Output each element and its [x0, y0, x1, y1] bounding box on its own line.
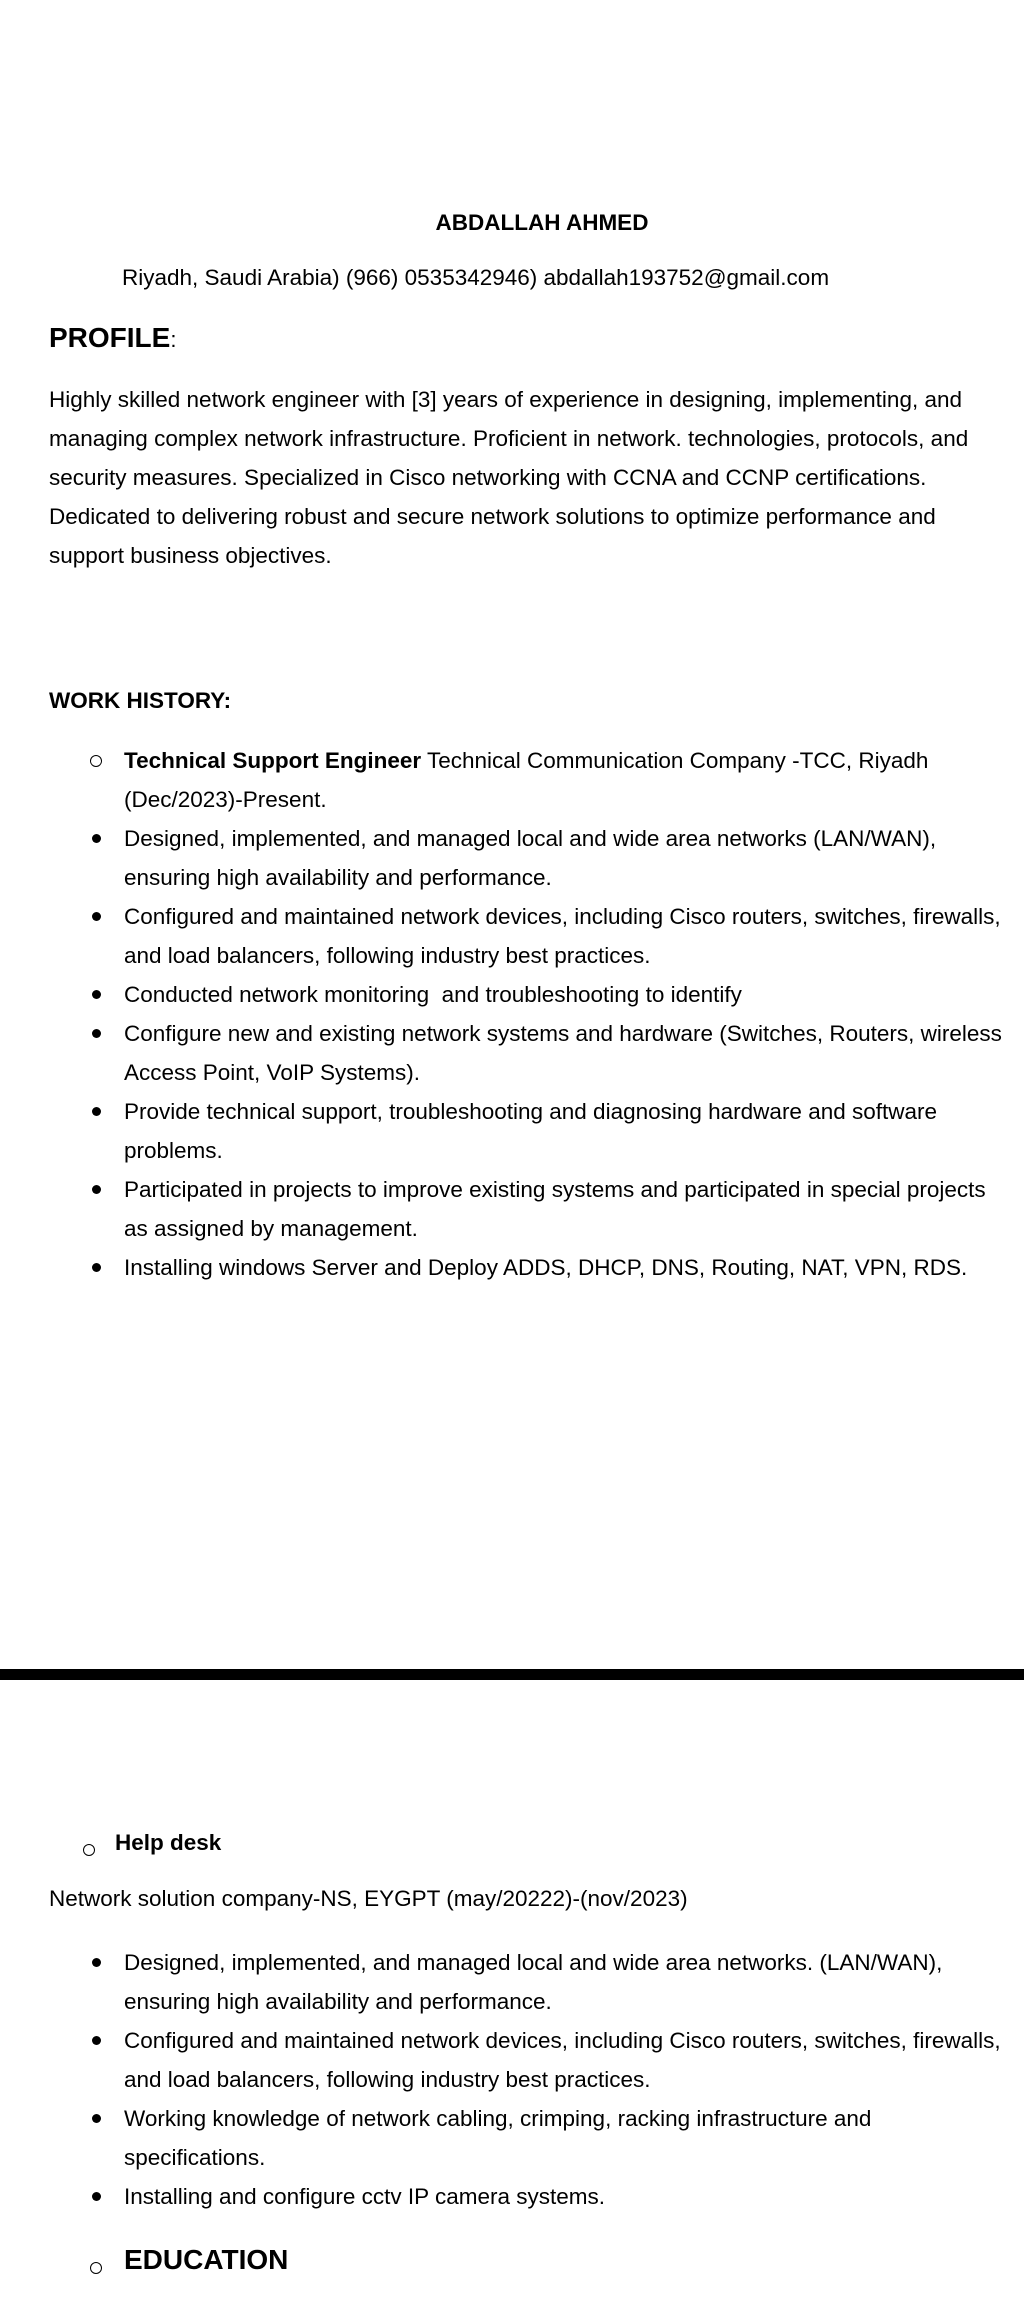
- profile-summary: Highly skilled network engineer with [3] years of experience in designing, implementing, and managing complex network infrastructure. Proficient in network. technologies, protocols, and security measures. Specialized in Cisco networking with CCNA and CCNP certifications. Dedicated to delivering robust and secure network solutions to optimize performance and support business objectives.: [49, 387, 969, 568]
- list-item-text: Provide technical support, troubleshooting and diagnosing hardware and software problems.: [124, 1099, 938, 1163]
- list-item: [124, 1248, 1004, 1287]
- list-item-text: Working knowledge of network cabling, crimping, racking infrastructure and specifications.: [124, 2106, 872, 2170]
- profile-heading: [49, 322, 176, 354]
- education-heading: [124, 2244, 288, 2276]
- bullet-icon: [92, 2036, 101, 2045]
- list-item-text: Designed, implemented, and managed local and wide area networks (LAN/WAN), ensuring high availability and performance.: [124, 826, 937, 890]
- list-item-text: Designed, implemented, and managed local and wide area networks. (LAN/WAN), ensuring high availability and performance.: [124, 1950, 943, 2014]
- job2-company: Network solution company-NS, EYGPT (may/20222)-(nov/2023): [49, 1886, 688, 1911]
- list-item: [124, 819, 1004, 897]
- bullet-icon: [92, 834, 101, 843]
- education-heading-text: EDUCATION: [124, 2244, 289, 2275]
- hollow-bullet-icon: [90, 2262, 102, 2274]
- hollow-bullet-icon: [90, 755, 102, 767]
- list-item-text: Configured and maintained network devices, including Cisco routers, switches, firewalls, and load balancers, following industry best practices.: [124, 904, 1001, 968]
- job1-title: Technical Support Engineer: [124, 748, 422, 773]
- contact-info: Riyadh, Saudi Arabia) (966) 0535342946) abdallah193752@gmail.com: [122, 265, 830, 290]
- list-item: [124, 1092, 1004, 1170]
- job2-title-text: Help desk: [115, 1830, 222, 1855]
- list-item-text: Installing and configure cctv IP camera systems.: [124, 2184, 606, 2209]
- bullet-icon: [92, 2114, 101, 2123]
- job1-list: [124, 741, 1004, 1287]
- profile-heading-colon: :: [170, 327, 177, 352]
- list-item-text: Configured and maintained network devices, including Cisco routers, switches, firewalls, and load balancers, following industry best practices.: [124, 2028, 1001, 2092]
- list-item: [124, 2099, 1004, 2177]
- list-item: [124, 975, 1004, 1014]
- job2-list: [124, 1943, 1004, 2216]
- bullet-icon: [92, 1958, 101, 1967]
- list-item-text: Installing windows Server and Deploy ADDS, DHCP, DNS, Routing, NAT, VPN, RDS.: [124, 1255, 968, 1280]
- bullet-icon: [92, 1185, 101, 1194]
- profile-heading-text: PROFILE: [49, 322, 171, 353]
- list-item: [124, 2021, 1004, 2099]
- hollow-bullet-icon: [83, 1844, 95, 1856]
- list-item-text: Conducted network monitoring and troubleshooting to identify: [124, 982, 742, 1007]
- bullet-icon: [92, 1107, 101, 1116]
- bullet-icon: [92, 1263, 101, 1272]
- list-item-text: Participated in projects to improve existing systems and participated in special projects as assigned by management.: [124, 1177, 986, 1241]
- bullet-icon: [92, 2192, 101, 2201]
- list-item: [124, 897, 1004, 975]
- candidate-name: ABDALLAH AHMED: [435, 210, 649, 235]
- list-item: [124, 1943, 1004, 2021]
- page-separator: [0, 1669, 1024, 1680]
- bullet-icon: [92, 1029, 101, 1038]
- work-history-heading: WORK HISTORY:: [49, 688, 232, 713]
- bullet-icon: [92, 912, 101, 921]
- bullet-icon: [92, 990, 101, 999]
- list-item: [124, 1170, 1004, 1248]
- job1-header: [124, 741, 1004, 819]
- job1-details: Technical Communication Company -TCC, Riyadh (Dec/2023)-Present.: [124, 748, 929, 812]
- list-item-text: Configure new and existing network systems and hardware (Switches, Routers, wireless Access Point, VoIP Systems).: [124, 1021, 1002, 1085]
- list-item: [124, 1014, 1004, 1092]
- list-item: [124, 2177, 1004, 2216]
- job2-title: [115, 1830, 221, 1856]
